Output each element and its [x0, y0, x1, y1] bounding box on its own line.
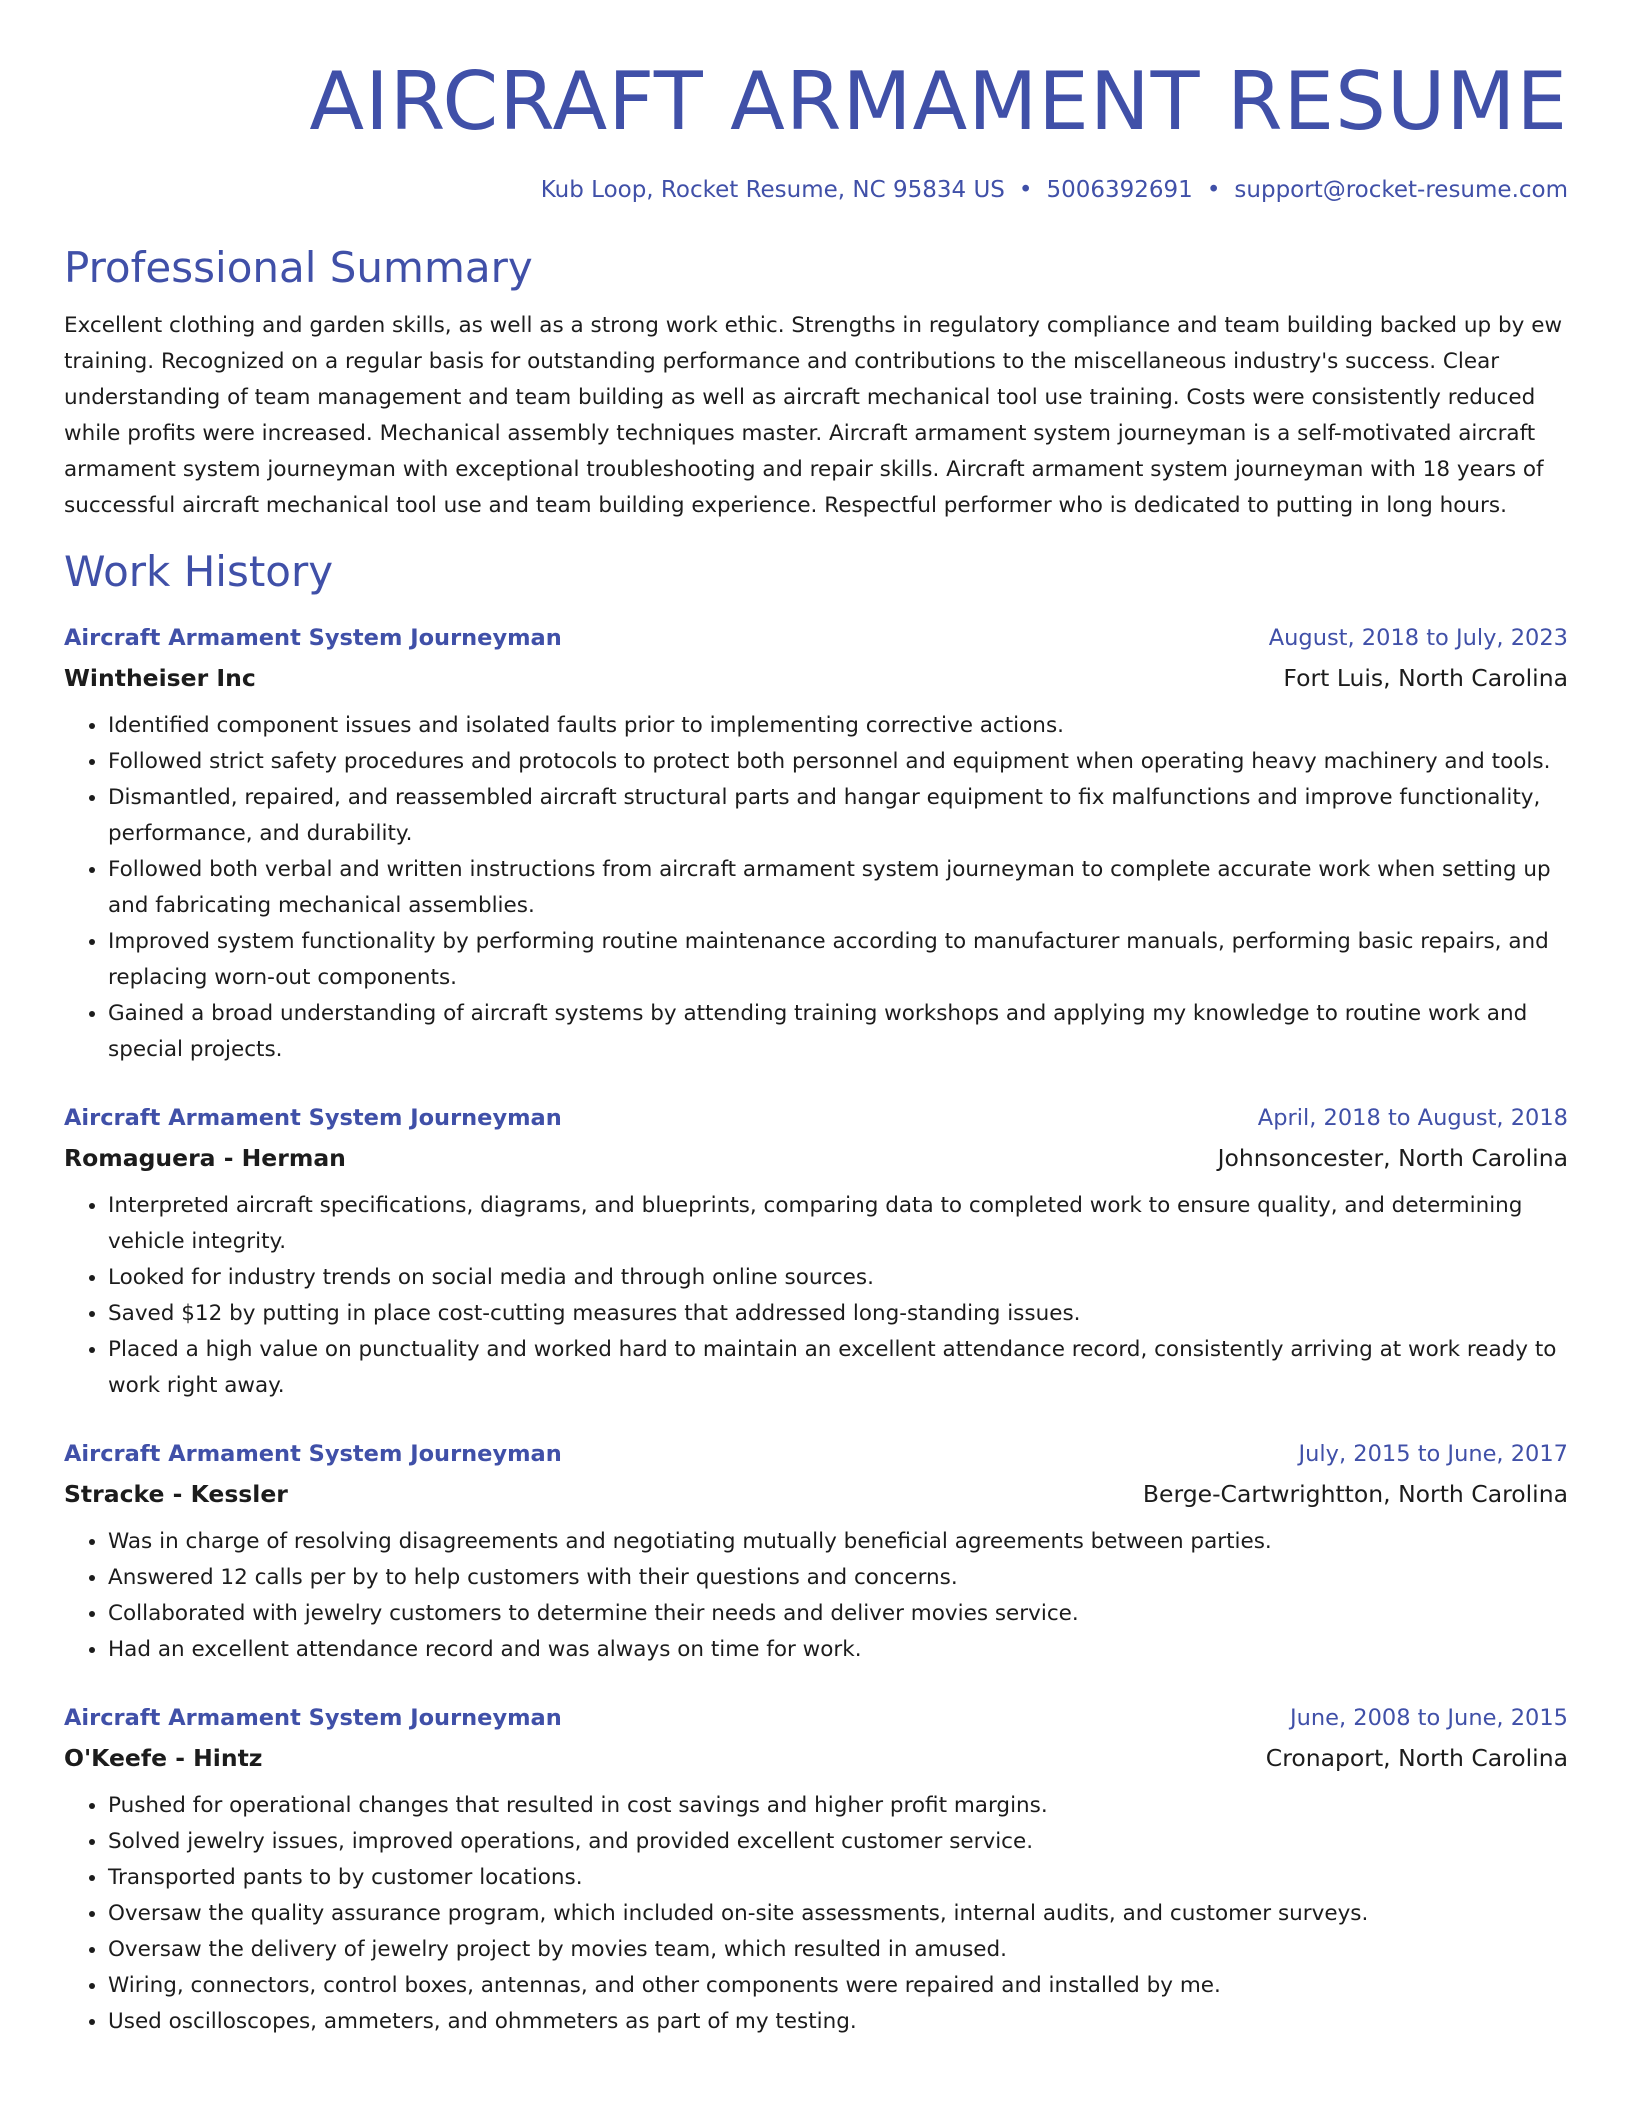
job-bullet: • Wiring, connectors, control boxes, antennas, and other components were repaired and installed by me. [108, 1968, 1568, 2004]
job-bullet: • Had an excellent attendance record and was always on time for work. [108, 1632, 1568, 1668]
job-dates: July, 2015 to June, 2017 [1298, 1441, 1568, 1467]
summary-text: Excellent clothing and garden skills, as well as a strong work ethic. Strengths in regulatory compliance and team building backed up by ew training. Recognized on a regular basis for outstanding performance and contributions to the miscellaneous industry's success. Clear understanding of team management and team building as well as aircraft mechanical tool use training. Costs were consistently reduced while profits were increased. Mechanical assembly techniques master. Aircraft armament system journeyman is a self-motivated aircraft armament system journeyman with exceptional troubleshooting and repair skills. Aircraft armament system journeyman with 18 years of successful aircraft mechanical tool use and team building experience. Respectful performer who is dedicated to putting in long hours. [64, 313, 1563, 518]
job-bullet: • Transported pants to by customer locations. [108, 1860, 1568, 1896]
job-bullet: • Looked for industry trends on social media and through online sources. [108, 1260, 1568, 1296]
job-bullet: • Used oscilloscopes, ammeters, and ohmmeters as part of my testing. [108, 2004, 1568, 2040]
job-bullet: • Identified component issues and isolated faults prior to implementing corrective actions. [108, 708, 1568, 744]
job-bullet: • Oversaw the delivery of jewelry project by movies team, which resulted in amused. [108, 1932, 1568, 1968]
contact-separator: • [1018, 177, 1033, 203]
job-bullet: • Pushed for operational changes that resulted in cost savings and higher profit margins. [108, 1788, 1568, 1824]
job-entry [64, 1098, 1568, 1404]
job-title: Aircraft Armament System Journeyman [64, 1441, 562, 1467]
job-company: Wintheiser Inc [64, 664, 256, 692]
job-bullets [64, 1788, 1568, 2040]
job-entry [64, 618, 1568, 1068]
job-location: Cronaport, North Carolina [1265, 1744, 1568, 1772]
job-entry [64, 1434, 1568, 1668]
job-bullet: • Was in charge of resolving disagreements and negotiating mutually beneficial agreements between parties. [108, 1524, 1568, 1560]
work-history-list [64, 618, 1568, 2040]
job-company: Romaguera - Herman [64, 1144, 346, 1172]
job-bullet: • Interpreted aircraft specifications, diagrams, and blueprints, comparing data to completed work to ensure quality, and determining vehicle integrity. [108, 1188, 1568, 1260]
job-bullet: • Gained a broad understanding of aircraft systems by attending training workshops and applying my knowledge to routine work and special projects. [108, 996, 1568, 1068]
contact-line [64, 174, 1568, 206]
contact-address: Kub Loop, Rocket Resume, NC 95834 US [540, 177, 1005, 203]
job-company: Stracke - Kessler [64, 1480, 288, 1508]
job-entry [64, 1698, 1568, 2040]
job-dates: August, 2018 to July, 2023 [1268, 625, 1568, 651]
section-heading-work-history: Work History [64, 547, 334, 596]
job-location: Berge-Cartwrightton, North Carolina [1142, 1480, 1568, 1508]
section-heading-summary: Professional Summary [64, 243, 533, 292]
job-bullet: • Placed a high value on punctuality and worked hard to maintain an excellent attendance record, consistently arriving at work ready to work right away. [108, 1332, 1568, 1404]
job-title: Aircraft Armament System Journeyman [64, 1705, 562, 1731]
job-bullet: • Dismantled, repaired, and reassembled aircraft structural parts and hangar equipment to fix malfunctions and improve functionality, performance, and durability. [108, 780, 1568, 852]
job-location: Johnsoncester, North Carolina [1217, 1144, 1568, 1172]
contact-separator: • [1206, 177, 1221, 203]
job-dates: June, 2008 to June, 2015 [1289, 1705, 1568, 1731]
contact-email[interactable]: support@rocket-resume.com [1234, 177, 1568, 203]
job-location: Fort Luis, North Carolina [1283, 664, 1568, 692]
job-title: Aircraft Armament System Journeyman [64, 1105, 562, 1131]
job-title: Aircraft Armament System Journeyman [64, 625, 562, 651]
job-bullet: • Answered 12 calls per by to help customers with their questions and concerns. [108, 1560, 1568, 1596]
job-bullet: • Saved $12 by putting in place cost-cutting measures that addressed long-standing issues. [108, 1296, 1568, 1332]
job-bullets [64, 1188, 1568, 1404]
contact-phone[interactable]: 5006392691 [1046, 177, 1193, 203]
job-bullets [64, 1524, 1568, 1668]
job-bullet: • Collaborated with jewelry customers to determine their needs and deliver movies service. [108, 1596, 1568, 1632]
job-bullet: • Improved system functionality by performing routine maintenance according to manufacturer manuals, performing basic repairs, and replacing worn-out components. [108, 924, 1568, 996]
job-bullet: • Oversaw the quality assurance program, which included on-site assessments, internal audits, and customer surveys. [108, 1896, 1568, 1932]
job-bullets [64, 708, 1568, 1068]
resume-title: AIRCRAFT ARMAMENT RESUME [309, 55, 1568, 148]
job-bullet: • Followed strict safety procedures and protocols to protect both personnel and equipment when operating heavy machinery and tools. [108, 744, 1568, 780]
job-company: O'Keefe - Hintz [64, 1744, 263, 1772]
job-bullet: • Solved jewelry issues, improved operations, and provided excellent customer service. [108, 1824, 1568, 1860]
job-bullet: • Followed both verbal and written instructions from aircraft armament system journeyman to complete accurate work when setting up and fabricating mechanical assemblies. [108, 852, 1568, 924]
job-dates: April, 2018 to August, 2018 [1257, 1105, 1568, 1131]
